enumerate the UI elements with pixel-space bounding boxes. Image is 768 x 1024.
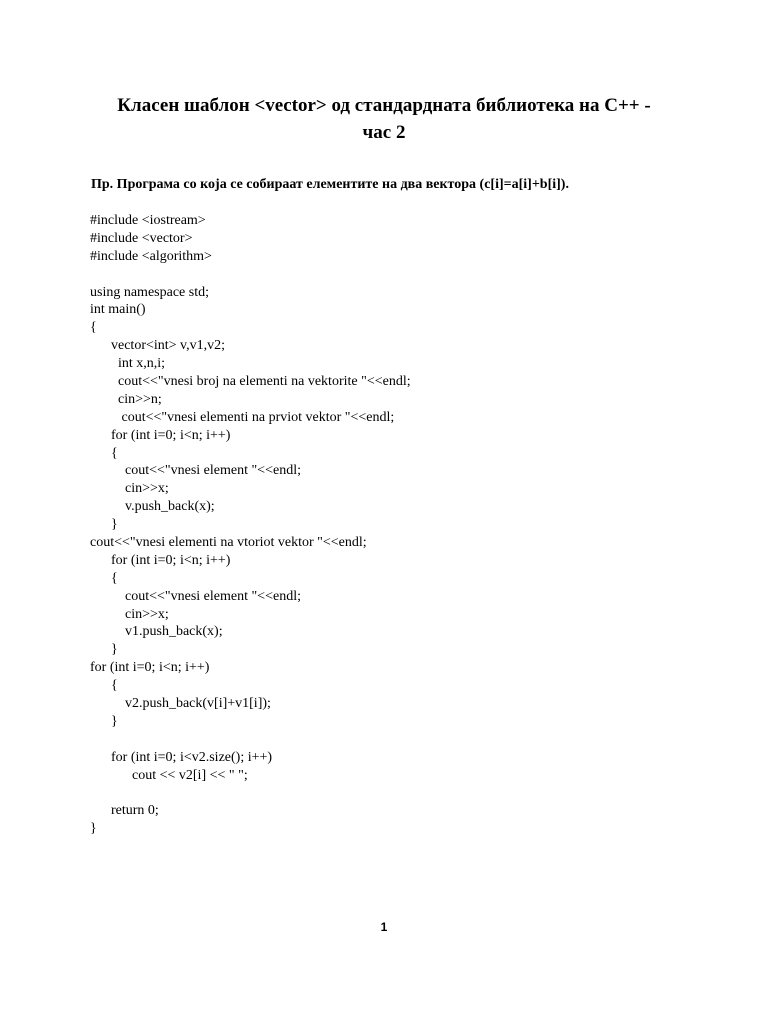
code-line: } xyxy=(90,642,118,658)
code-line: using namespace std; xyxy=(90,284,209,300)
code-line: for (int i=0; i<n; i++) xyxy=(90,660,210,676)
code-line: v1.push_back(x); xyxy=(90,624,223,640)
code-line: int x,n,i; xyxy=(90,356,166,372)
code-line: cout<<"vnesi elementi na vtoriot vektor "<<endl; xyxy=(90,535,367,551)
code-line: { xyxy=(90,445,118,461)
title-line-2: час 2 xyxy=(362,122,406,143)
code-line: for (int i=0; i<n; i++) xyxy=(90,552,231,568)
code-line: return 0; xyxy=(90,803,159,819)
code-line: vector<int> v,v1,v2; xyxy=(90,338,226,354)
code-line: cin>>n; xyxy=(90,391,162,407)
code-line: cout<<"vnesi broj na elementi na vektorite "<<endl; xyxy=(90,374,411,390)
example-heading: Пр. Програма со која се собираат елементите на два вектора (c[i]=a[i]+b[i]). xyxy=(91,177,569,192)
page-title xyxy=(60,92,708,146)
code-line: #include <iostream> xyxy=(90,213,206,228)
code-line: { xyxy=(90,678,118,694)
code-line: { xyxy=(90,570,118,586)
code-line: cout << v2[i] << " "; xyxy=(90,767,248,783)
code-line: for (int i=0; i<v2.size(); i++) xyxy=(90,749,273,765)
code-line: cin>>x; xyxy=(90,481,169,497)
code-line: #include <algorithm> xyxy=(90,248,212,264)
page-number: 1 xyxy=(380,920,388,934)
code-listing xyxy=(90,212,411,838)
code-line: v.push_back(x); xyxy=(90,499,215,515)
code-line: cout<<"vnesi elementi na prviot vektor "<<endl; xyxy=(90,409,395,425)
code-line: v2.push_back(v[i]+v1[i]); xyxy=(90,696,271,712)
code-line: cout<<"vnesi element "<<endl; xyxy=(90,463,301,479)
title-line-1: Класен шаблон <vector> од стандардната библиотека на C++ - xyxy=(117,95,651,116)
code-line: for (int i=0; i<n; i++) xyxy=(90,427,231,443)
code-line: } xyxy=(90,713,118,729)
code-line xyxy=(90,266,411,284)
code-line xyxy=(90,731,411,749)
code-line: } xyxy=(90,821,97,837)
code-line: { xyxy=(90,320,97,336)
code-line: cin>>x; xyxy=(90,606,169,622)
code-line xyxy=(90,785,411,803)
code-line: int main() xyxy=(90,302,146,318)
code-line: } xyxy=(90,517,118,533)
code-line: #include <vector> xyxy=(90,230,193,246)
code-line: cout<<"vnesi element "<<endl; xyxy=(90,588,301,604)
